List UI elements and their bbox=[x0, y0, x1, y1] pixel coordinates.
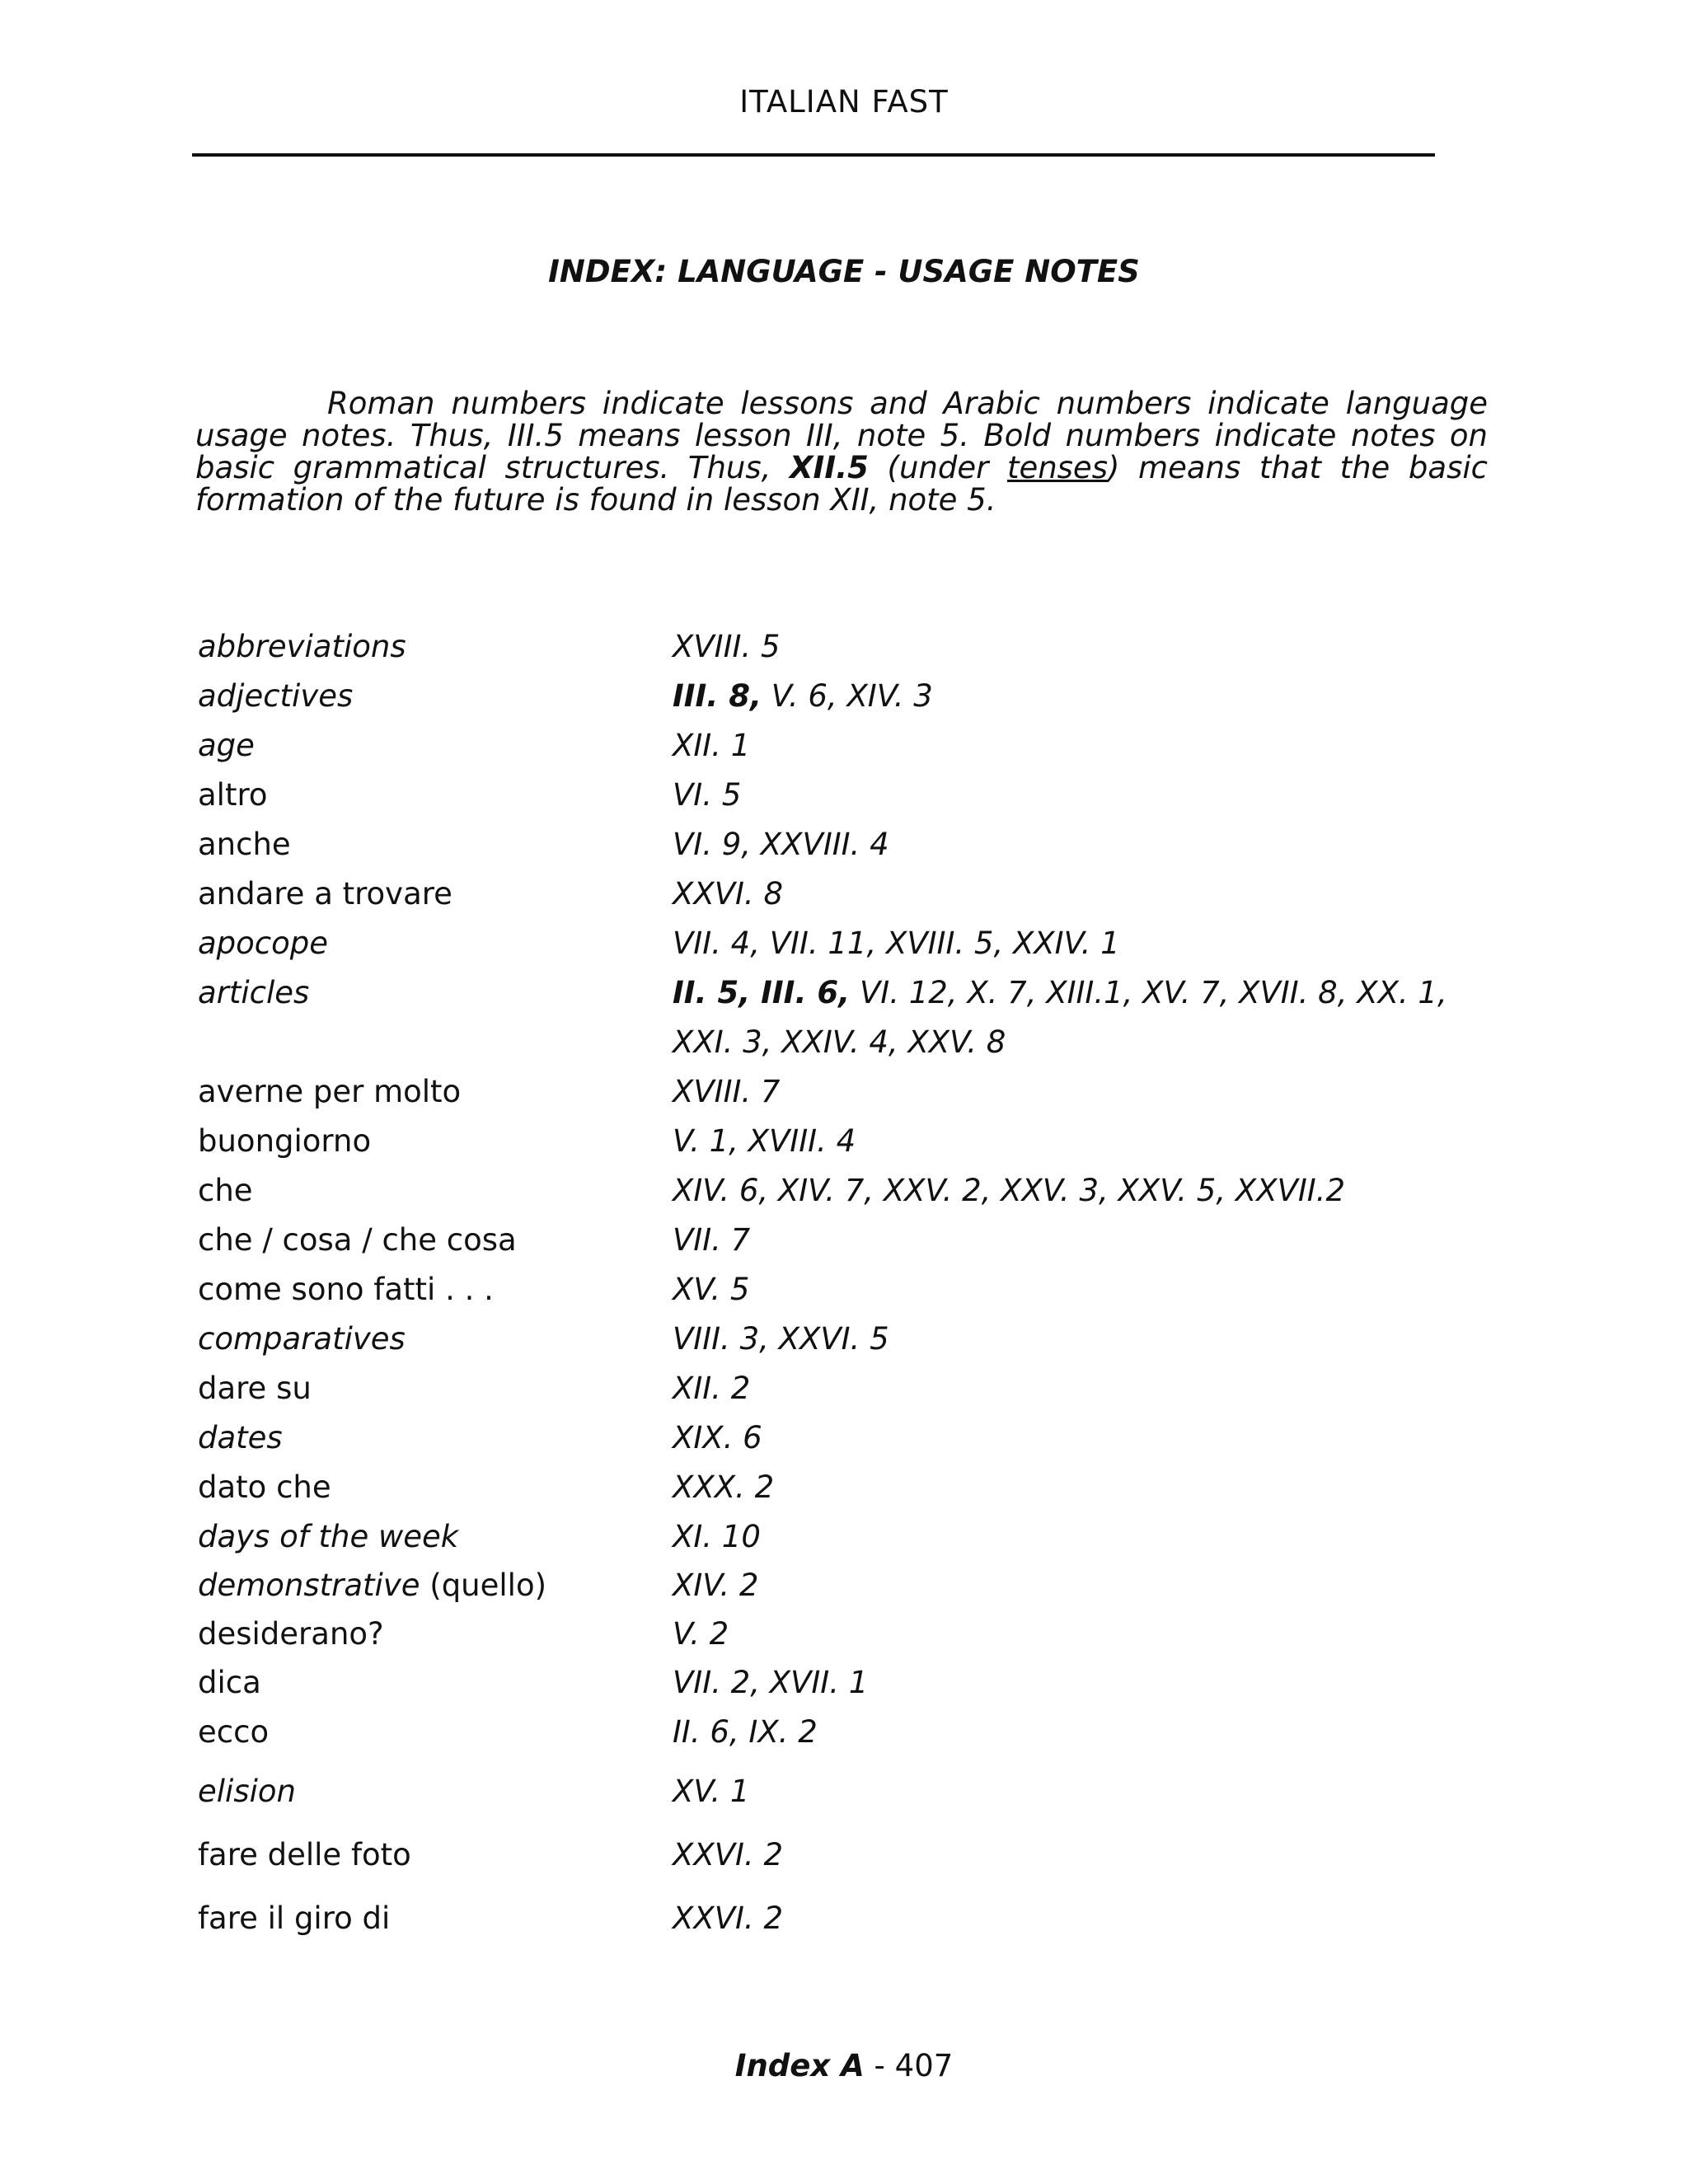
index-term: elision bbox=[198, 1774, 296, 1809]
index-refs: VII. 7 bbox=[673, 1222, 751, 1258]
index-entry bbox=[0, 1616, 1688, 1666]
running-head: ITALIAN FAST bbox=[739, 84, 949, 120]
header-rule bbox=[192, 153, 1435, 157]
index-term: andare a trovare bbox=[198, 876, 452, 912]
index-term: abbreviations bbox=[198, 629, 406, 664]
index-entry bbox=[0, 1568, 1688, 1617]
index-refs: XVIII. 7 bbox=[673, 1074, 781, 1109]
index-refs: XVIII. 5 bbox=[673, 629, 781, 664]
index-entry bbox=[0, 1222, 1688, 1272]
page-footer bbox=[0, 2048, 1688, 2083]
index-refs: XII. 1 bbox=[673, 728, 751, 763]
index-entry bbox=[0, 1665, 1688, 1714]
index-term: buongiorno bbox=[198, 1123, 372, 1159]
index-refs-bold: II. 5, III. 6, bbox=[673, 975, 851, 1010]
intro-bold-ref: XII.5 bbox=[790, 450, 869, 485]
index-refs: XXVI. 2 bbox=[673, 1837, 783, 1872]
index-term: come sono fatti . . . bbox=[198, 1272, 494, 1307]
page-title: INDEX: LANGUAGE - USAGE NOTES bbox=[548, 254, 1140, 289]
index-term: che / cosa / che cosa bbox=[198, 1222, 517, 1258]
index-refs: XV. 1 bbox=[673, 1774, 750, 1809]
index-entry bbox=[0, 1714, 1688, 1764]
index-refs: XXVI. 8 bbox=[673, 876, 783, 912]
index-term: dato che bbox=[198, 1469, 331, 1505]
index-term: altro bbox=[198, 777, 268, 813]
index-refs: VIII. 3, XXVI. 5 bbox=[673, 1321, 889, 1357]
index-entry bbox=[0, 1420, 1688, 1469]
index-refs: VII. 2, XVII. 1 bbox=[673, 1665, 869, 1700]
index-term: dare su bbox=[198, 1371, 312, 1406]
index-term: averne per molto bbox=[198, 1074, 462, 1109]
index-entry bbox=[0, 728, 1688, 777]
index-entry bbox=[0, 1173, 1688, 1222]
page-number: - 407 bbox=[874, 2048, 954, 2083]
index-entry bbox=[0, 1074, 1688, 1123]
intro-text-1: Roman numbers indicate lessons and Arabic numbers indicate language usage notes. Thus, III.5 means lesson III, note 5. Bold numbers indicate notes on basic grammatical structures. Thus, bbox=[195, 386, 1488, 485]
index-term: days of the week bbox=[198, 1519, 459, 1554]
index-refs: XXI. 3, XXIV. 4, XXV. 8 bbox=[673, 1024, 1006, 1060]
index-term-main: demonstrative bbox=[198, 1568, 420, 1603]
index-term: che bbox=[198, 1173, 253, 1208]
index-refs bbox=[673, 678, 933, 714]
index-term: dica bbox=[198, 1665, 261, 1700]
index-refs: XIX. 6 bbox=[673, 1420, 762, 1455]
index-entry bbox=[0, 1837, 1688, 1886]
index-entry bbox=[0, 1272, 1688, 1321]
intro-text-3: ) means that the basic formation of the future is found in lesson XII, note 5. bbox=[195, 450, 1488, 518]
index-refs: XII. 2 bbox=[673, 1371, 751, 1406]
index-term: fare il giro di bbox=[198, 1900, 391, 1936]
index-entry bbox=[0, 777, 1688, 827]
index-term-extra: (quello) bbox=[429, 1568, 547, 1603]
index-term: age bbox=[198, 728, 255, 763]
intro-paragraph bbox=[195, 387, 1488, 516]
index-entry bbox=[0, 1469, 1688, 1519]
index-refs: XIV. 6, XIV. 7, XXV. 2, XXV. 3, XXV. 5, XXVII.2 bbox=[673, 1173, 1345, 1208]
index-term: apocope bbox=[198, 926, 329, 961]
index-entry bbox=[0, 1900, 1688, 1950]
index-refs: VI. 9, XXVIII. 4 bbox=[673, 827, 889, 862]
index-term: fare delle foto bbox=[198, 1837, 411, 1872]
index-refs bbox=[673, 975, 1447, 1010]
index-refs: XXVI. 2 bbox=[673, 1900, 783, 1936]
index-term: adjectives bbox=[198, 678, 354, 714]
index-refs: VII. 4, VII. 11, XVIII. 5, XXIV. 1 bbox=[673, 926, 1120, 961]
index-refs: XIV. 2 bbox=[673, 1568, 759, 1603]
index-refs: XV. 5 bbox=[673, 1272, 750, 1307]
intro-text-2: (under bbox=[868, 450, 1007, 485]
index-entry-continuation bbox=[0, 1024, 1688, 1074]
index-refs: II. 6, IX. 2 bbox=[673, 1714, 818, 1750]
index-term bbox=[198, 1568, 546, 1603]
index-entry bbox=[0, 678, 1688, 728]
index-entry bbox=[0, 876, 1688, 926]
index-entry bbox=[0, 827, 1688, 876]
intro-underlined-term: tenses bbox=[1006, 450, 1108, 485]
index-entry bbox=[0, 1123, 1688, 1173]
index-term: ecco bbox=[198, 1714, 270, 1750]
index-refs: VI. 5 bbox=[673, 777, 742, 813]
index-term: dates bbox=[198, 1420, 283, 1455]
index-refs-rest: V. 6, XIV. 3 bbox=[762, 678, 933, 714]
index-entry bbox=[0, 1774, 1688, 1823]
index-entry bbox=[0, 629, 1688, 678]
index-term: comparatives bbox=[198, 1321, 406, 1357]
index-refs-rest: VI. 12, X. 7, XIII.1, XV. 7, XVII. 8, XX. 1, bbox=[850, 975, 1447, 1010]
index-refs-bold: III. 8, bbox=[673, 678, 762, 714]
index-refs: XXX. 2 bbox=[673, 1469, 775, 1505]
index-entry bbox=[0, 975, 1688, 1024]
index-term: articles bbox=[198, 975, 310, 1010]
index-refs: V. 2 bbox=[673, 1616, 729, 1652]
index-entry bbox=[0, 1519, 1688, 1568]
index-entry bbox=[0, 926, 1688, 975]
index-refs: XI. 10 bbox=[673, 1519, 761, 1554]
index-entry bbox=[0, 1371, 1688, 1420]
index-label: Index A bbox=[734, 2048, 865, 2083]
index-term: desiderano? bbox=[198, 1616, 384, 1652]
index-term: anche bbox=[198, 827, 291, 862]
index-refs: V. 1, XVIII. 4 bbox=[673, 1123, 856, 1159]
index-entry bbox=[0, 1321, 1688, 1371]
